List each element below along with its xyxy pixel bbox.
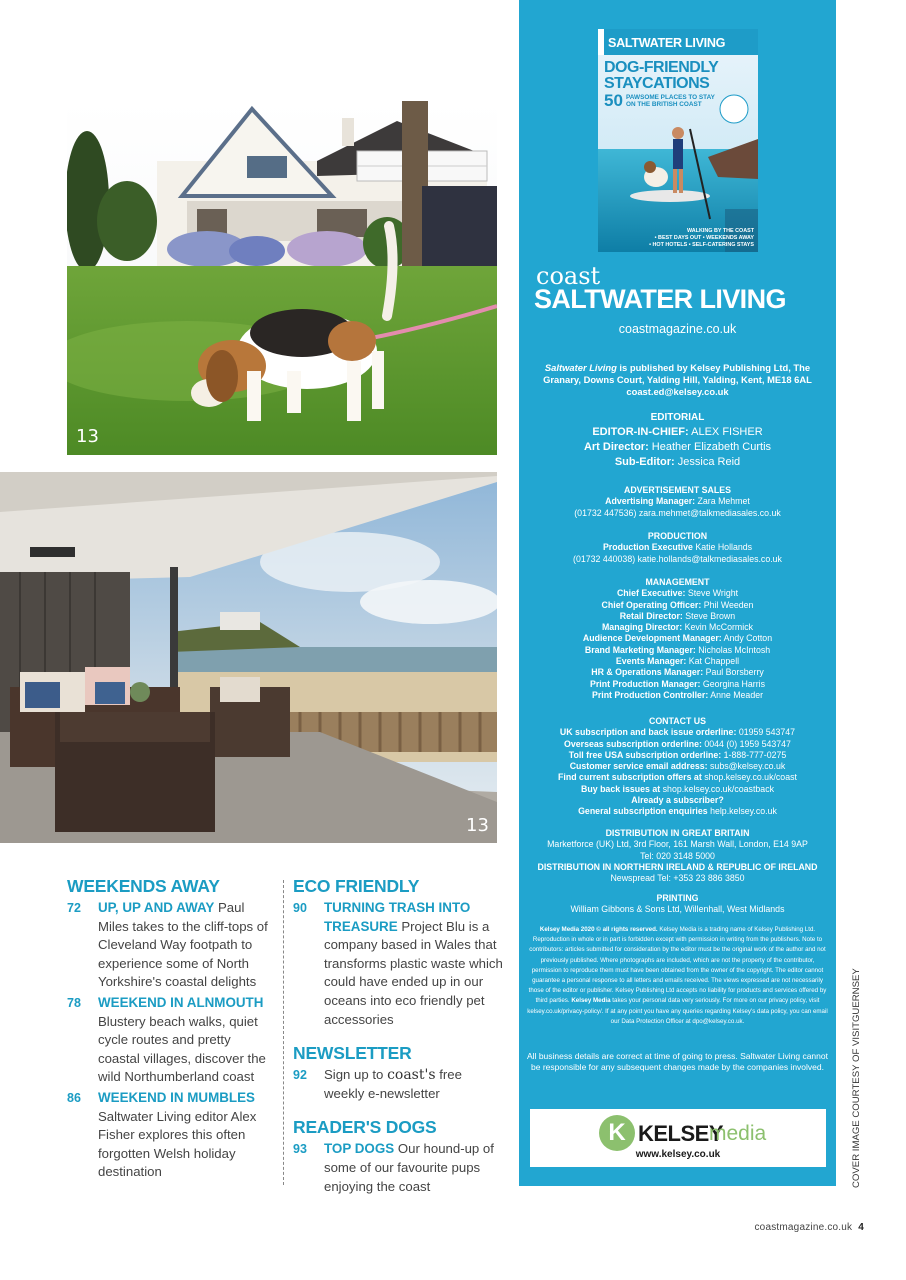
entry-page-number: 90 (293, 901, 307, 915)
distribution-info (527, 828, 828, 884)
cover-big-number: 50 (604, 91, 623, 110)
credit-role: Retail Director: (619, 610, 683, 621)
legal-text: takes your personal data very seriously. For more on our privacy policy, visit kelsey.co.uk/privacy-policy/. If at any point you have any queries regarding Kelsey's data policy, you can email our Data Protection Officer at dpo@kelsey.co.uk. (527, 997, 828, 1025)
credit-role: Print Production Manager: (589, 678, 701, 689)
production-heading: PRODUCTION (647, 531, 708, 541)
legal-text: Kelsey Media is a trading name of Kelsey Publishing Ltd. Reproduction in whole or in part is forbidden except with permission in writing from the publishers. Note to contributors: articles submitted for consideration by the editor must be the original work of the author and not previously published. Where photographs are included, which are not the property of the contributor, permission to reproduce them must have been obtained from the owner of the copyright. The editor cannot guarantee a personal response to all letters and emails received. The views expressed are not necessarily those of the editor or publisher. Kelsey Publishing Ltd accepts no liability for products and services offered by third parties. (528, 926, 827, 1005)
distribution-gb-tel: Tel: 020 3148 5000 (640, 850, 715, 861)
editorial-credits (527, 410, 828, 470)
contact-heading: CONTACT US (648, 716, 706, 726)
entry-title: WEEKEND IN MUMBLES (98, 1089, 255, 1105)
kelsey-media-wordmark: media (709, 1122, 767, 1145)
printing-heading: PRINTING (656, 893, 699, 903)
distribution-ni-line: Newspread Tel: +353 23 886 3850 (610, 873, 745, 884)
entry-description: Saltwater Living editor Alex Fisher explores this often forgotten Welsh holiday destination (98, 1108, 257, 1180)
contact-label: Already a subscriber? (631, 795, 724, 806)
legal-bold: Kelsey Media 2020 © all rights reserved. (539, 926, 658, 933)
credit-role: Events Manager: (615, 656, 687, 667)
contact-label: UK subscription and back issue orderline: (559, 727, 737, 738)
contents-entry[interactable] (293, 899, 505, 1029)
contact-value: 01959 543747 (736, 727, 796, 738)
section-heading-newsletter: NEWSLETTER (293, 1043, 412, 1064)
credit-name: ALEX FISHER (688, 426, 763, 438)
contact-value[interactable]: help.kelsey.co.uk (707, 806, 777, 817)
page-footer (754, 1222, 864, 1233)
credit-role: Managing Director: (601, 622, 683, 633)
credit-role: Print Production Controller: (591, 689, 709, 700)
contact-value[interactable]: shop.kelsey.co.uk/coast (701, 772, 797, 783)
credit-role: Chief Operating Officer: (601, 599, 702, 610)
cover-strapline: WALKING BY THE COAST (687, 228, 754, 234)
contents-entry[interactable] (293, 1140, 505, 1196)
section-heading-eco-friendly: ECO FRIENDLY (293, 876, 420, 896)
legal-notice (527, 925, 828, 1027)
brand-title: SALTWATER LIVING (534, 284, 786, 314)
business-disclaimer: All business details are correct at time of going to press. Saltwater Living cannot be responsible for any subsequent changes made by the companies involved. (527, 1051, 828, 1072)
credit-row (527, 425, 828, 440)
entry-page-number: 93 (293, 1142, 307, 1157)
production-contact: (01732 440038) katie.hollands@talkmediasales.co.uk (573, 553, 782, 564)
terrace-photo (0, 472, 497, 843)
printing-line: William Gibbons & Sons Ltd, Willenhall, West Midlands (570, 904, 785, 915)
contact-info (527, 716, 828, 818)
credit-role: Art Director: (583, 441, 649, 453)
credit-name: Anne Meader (708, 689, 764, 700)
magazine-cover[interactable] (598, 29, 758, 252)
credit-role: Chief Executive: (616, 588, 686, 599)
credit-role: Audience Development Manager: (582, 633, 722, 644)
contents-entry[interactable] (67, 899, 272, 992)
contact-value[interactable]: subs@kelsey.co.uk (707, 761, 786, 772)
cover-headline: STAYCATIONS (604, 75, 710, 92)
kelsey-url[interactable]: www.kelsey.co.uk (635, 1149, 721, 1160)
contact-label: Find current subscription offers at (558, 772, 702, 783)
credit-role: HR & Operations Manager: (591, 667, 704, 678)
contact-label: Overseas subscription orderline: (564, 738, 702, 749)
credit-name: Andy Cotton (721, 633, 773, 644)
credit-name: Heather Elizabeth Curtis (648, 441, 772, 453)
entry-description: free weekly e-newsletter (324, 1067, 462, 1101)
cover-strapline: • HOT HOTELS • SELF-CATERING STAYS (649, 242, 754, 248)
kelsey-wordmark: KELSEY (638, 1121, 724, 1146)
cover-image-credit: COVER IMAGE COURTESY OF VISITGUERNSEY (851, 968, 862, 1188)
credit-role: Production Executive (602, 542, 693, 553)
contents-entry[interactable] (67, 994, 272, 1087)
entry-page-number: 86 (67, 1090, 81, 1105)
brand-coast-logo: coast (536, 262, 601, 290)
contents-column-right (293, 876, 505, 1196)
column-divider (283, 880, 284, 1185)
credit-row (527, 455, 828, 470)
credit-name: Katie Hollands (692, 542, 753, 553)
section-heading-readers-dogs: READER'S DOGS (293, 1117, 437, 1138)
cover-headline: DOG-FRIENDLY (604, 59, 719, 76)
photo-page-number: 13 (76, 426, 99, 447)
entry-description: Sign up to (324, 1067, 388, 1083)
coast-brand-word: coast's (387, 1067, 436, 1084)
distribution-gb-address: Marketforce (UK) Ltd, 3rd Floor, 161 Marsh Wall, London, E14 9AP (547, 839, 808, 850)
entry-page-number: 78 (67, 995, 81, 1010)
contact-value: 1-888-777-0275 (721, 749, 787, 760)
cover-masthead: SALTWATER LIVING (608, 36, 726, 50)
masthead-panel (519, 0, 836, 1186)
publisher-email[interactable]: coast.ed@kelsey.co.uk (626, 385, 729, 397)
beagle-photo (67, 101, 497, 455)
entry-description: Project Blu is a company based in Wales that transforms plastic waste which could have ended up in our oceans into eco friendly pet accessories (324, 918, 503, 1027)
credit-name: Zara Mehmet (695, 496, 750, 507)
printing-info (527, 893, 828, 916)
brand-url[interactable]: coastmagazine.co.uk (618, 322, 737, 336)
contact-value: 0044 (0) 1959 543747 (701, 738, 791, 749)
entry-description: Blustery beach walks, quiet cycle routes and pretty coastal villages, discover the wild Northumberland coast (98, 1013, 266, 1085)
credit-name: Steve Wright (685, 588, 739, 599)
kelsey-media-logo[interactable] (530, 1109, 826, 1167)
credit-row (527, 440, 828, 455)
entry-page-number: 72 (67, 901, 81, 915)
entry-description: Paul Miles takes to the cliff-tops of Cleveland Way footpath to experience some of North Yorkshire's coastal delights (98, 900, 268, 990)
entry-title: TOP DOGS (324, 1141, 395, 1157)
contents-column-left (67, 876, 272, 1182)
cover-subhead: PAWSOME PLACES TO STAY (626, 94, 715, 101)
publisher-address: is published by Kelsey Publishing Ltd, The Granary, Downs Court, Yalding Hill, Yalding, Kent, ME18 6AL (543, 362, 812, 385)
kelsey-k-icon: K (599, 1115, 635, 1151)
contact-label: Customer service email address: (569, 761, 708, 772)
contents-entry[interactable] (67, 1089, 272, 1182)
credit-name: Jessica Reid (674, 456, 741, 468)
management-heading: MANAGEMENT (645, 577, 710, 587)
contact-label: Toll free USA subscription orderline: (568, 749, 722, 760)
ad-sales-contact: (01732 447536) zara.mehmet@talkmediasales.co.uk (574, 507, 781, 518)
credit-role: Brand Marketing Manager: (584, 644, 696, 655)
entry-page-number: 92 (293, 1068, 307, 1083)
credit-name: Kevin McCormick (682, 622, 754, 633)
credit-role: Sub-Editor: (614, 456, 675, 468)
entry-title: WEEKEND IN ALNMOUTH (98, 994, 264, 1010)
credit-name: Kat Chappell (686, 656, 740, 667)
entry-title: TURNING TRASH INTO TREASURE (324, 900, 471, 934)
entry-description: Our hound-up of some of our favourite pups enjoying the coast (324, 1141, 494, 1194)
cover-strapline: • BEST DAYS OUT • WEEKENDS AWAY (654, 235, 754, 241)
section-heading-weekends-away: WEEKENDS AWAY (67, 876, 220, 896)
page-number: 4 (858, 1222, 864, 1233)
footer-url[interactable]: coastmagazine.co.uk (754, 1222, 853, 1233)
contact-value[interactable]: shop.kelsey.co.uk/coastback (660, 783, 774, 794)
contents-entry[interactable] (293, 1066, 505, 1103)
credit-name: Nicholas McIntosh (695, 644, 771, 655)
distribution-gb-heading: DISTRIBUTION IN GREAT BRITAIN (605, 828, 750, 838)
distribution-ni-heading: DISTRIBUTION IN NORTHERN IRELAND & REPUBLIC OF IRELAND (537, 861, 818, 872)
credit-role: Advertising Manager: (605, 496, 696, 507)
publisher-info (527, 362, 828, 397)
entry-title: UP, UP AND AWAY (98, 900, 215, 915)
credit-name: Georgina Harris (700, 678, 765, 689)
credit-role: EDITOR-IN-CHIEF: (592, 426, 689, 438)
contact-label: Buy back issues at (581, 783, 661, 794)
photo-page-number: 13 (466, 815, 489, 836)
ad-sales-credits (527, 485, 828, 519)
contact-label: General subscription enquiries (578, 806, 708, 817)
cover-subhead: ON THE BRITISH COAST (626, 101, 702, 108)
editorial-heading: EDITORIAL (650, 412, 705, 423)
credit-name: Paul Borsberry (703, 667, 764, 678)
credit-name: Phil Weeden (701, 599, 754, 610)
legal-bold: Kelsey Media (571, 997, 611, 1005)
production-credits (527, 531, 828, 565)
credit-name: Steve Brown (682, 610, 736, 621)
ad-sales-heading: ADVERTISEMENT SALES (623, 485, 732, 495)
publisher-italic-title: Saltwater Living (544, 362, 617, 373)
management-credits (527, 577, 828, 701)
